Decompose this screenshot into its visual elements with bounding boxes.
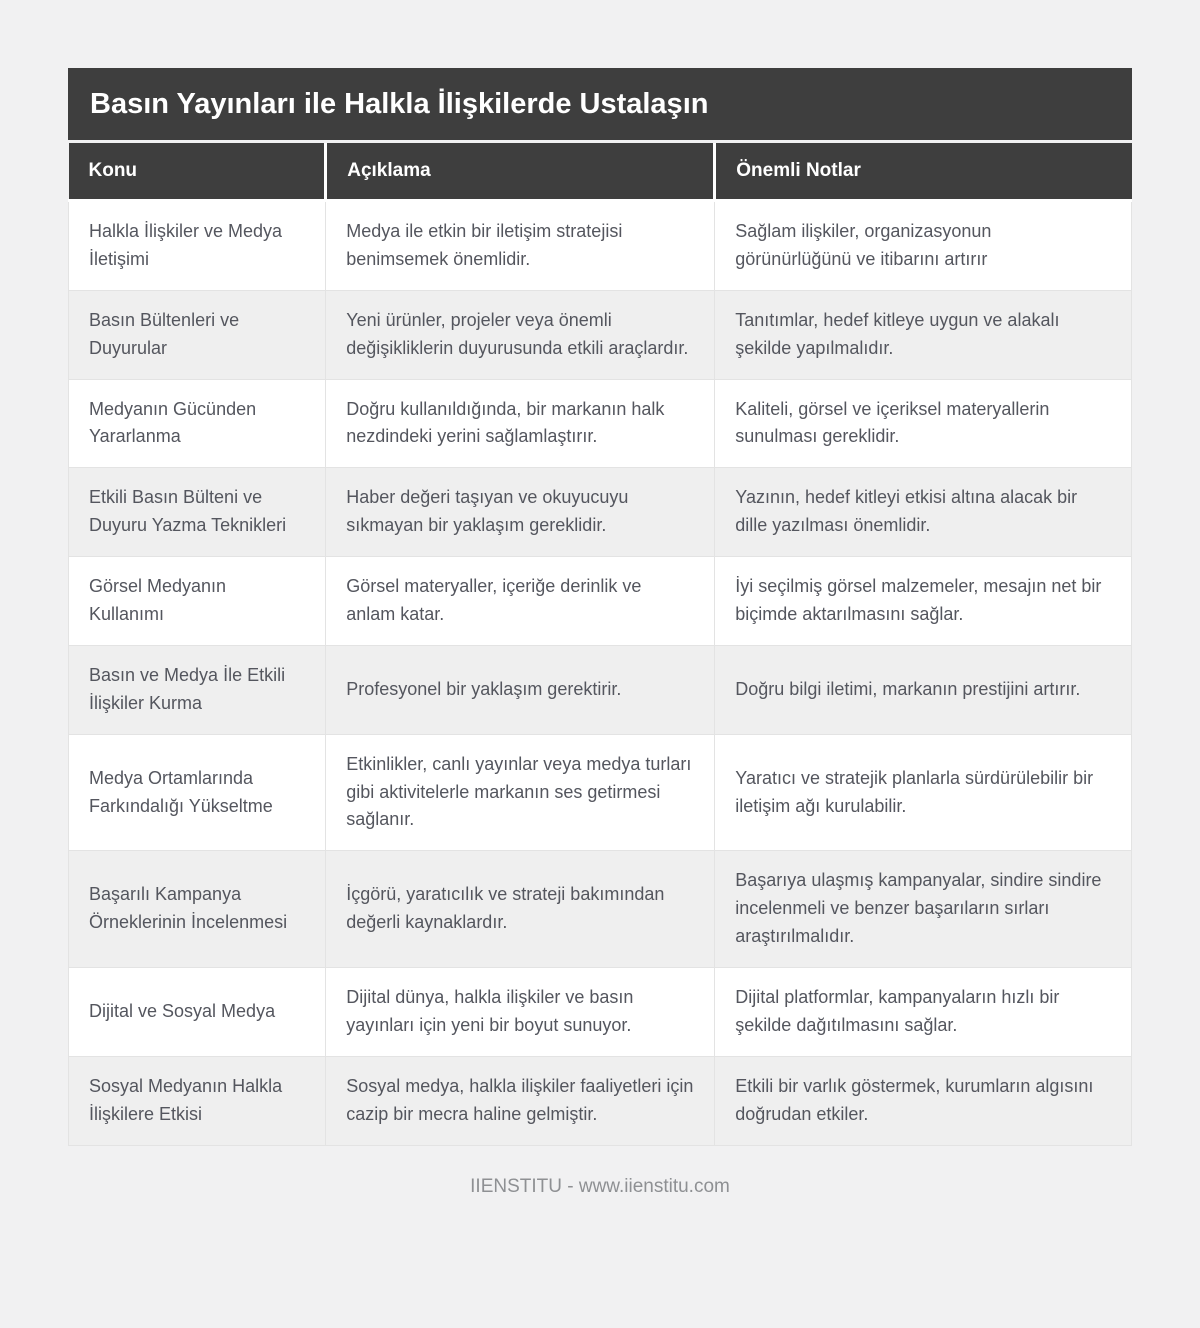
cell-konu: Dijital ve Sosyal Medya — [69, 968, 326, 1057]
table-row — [69, 290, 1132, 379]
cell-konu: Etkili Basın Bülteni ve Duyuru Yazma Teknikleri — [69, 468, 326, 557]
table-body — [69, 201, 1132, 1146]
table-row — [69, 968, 1132, 1057]
cell-konu: Halkla İlişkiler ve Medya İletişimi — [69, 201, 326, 291]
cell-aciklama: Yeni ürünler, projeler veya önemli değişikliklerin duyurusunda etkili araçlardır. — [326, 290, 715, 379]
cell-konu: Medyanın Gücünden Yararlanma — [69, 379, 326, 468]
table-row — [69, 734, 1132, 851]
table-row — [69, 468, 1132, 557]
column-header-aciklama: Açıklama — [326, 143, 715, 201]
cell-aciklama: Doğru kullanıldığında, bir markanın halk nezdindeki yerini sağlamlaştırır. — [326, 379, 715, 468]
cell-konu: Basın ve Medya İle Etkili İlişkiler Kurma — [69, 645, 326, 734]
cell-aciklama: Etkinlikler, canlı yayınlar veya medya turları gibi aktivitelerle markanın ses getirmesi sağlanır. — [326, 734, 715, 851]
footer-credit: IIENSTITU - www.iienstitu.com — [470, 1175, 730, 1197]
cell-aciklama: Görsel materyaller, içeriğe derinlik ve anlam katar. — [326, 557, 715, 646]
page-title: Basın Yayınları ile Halkla İlişkilerde Ustalaşın — [68, 68, 1132, 140]
cell-aciklama: Sosyal medya, halkla ilişkiler faaliyetleri için cazip bir mecra haline gelmiştir. — [326, 1056, 715, 1145]
cell-konu: Başarılı Kampanya Örneklerinin İncelenmesi — [69, 851, 326, 968]
cell-konu: Sosyal Medyanın Halkla İlişkilere Etkisi — [69, 1056, 326, 1145]
table-row — [69, 645, 1132, 734]
column-header-onemli-notlar: Önemli Notlar — [715, 143, 1132, 201]
table-row — [69, 201, 1132, 291]
table-row — [69, 379, 1132, 468]
cell-aciklama: İçgörü, yaratıcılık ve strateji bakımından değerli kaynaklardır. — [326, 851, 715, 968]
cell-aciklama: Dijital dünya, halkla ilişkiler ve basın yayınları için yeni bir boyut sunuyor. — [326, 968, 715, 1057]
column-header-konu: Konu — [69, 143, 326, 201]
header-row — [69, 143, 1132, 201]
cell-konu: Medya Ortamlarında Farkındalığı Yükseltme — [69, 734, 326, 851]
table-row — [69, 851, 1132, 968]
table-card — [68, 68, 1132, 1146]
cell-onemli-notlar: Yaratıcı ve stratejik planlarla sürdürülebilir bir iletişim ağı kurulabilir. — [715, 734, 1132, 851]
cell-konu: Görsel Medyanın Kullanımı — [69, 557, 326, 646]
cell-aciklama: Medya ile etkin bir iletişim stratejisi benimsemek önemlidir. — [326, 201, 715, 291]
table-row — [69, 557, 1132, 646]
cell-onemli-notlar: Başarıya ulaşmış kampanyalar, sindire sindire incelenmeli ve benzer başarıların sırları araştırılmalıdır. — [715, 851, 1132, 968]
cell-onemli-notlar: Doğru bilgi iletimi, markanın prestijini artırır. — [715, 645, 1132, 734]
cell-onemli-notlar: Sağlam ilişkiler, organizasyonun görünürlüğünü ve itibarını artırır — [715, 201, 1132, 291]
cell-onemli-notlar: Yazının, hedef kitleyi etkisi altına alacak bir dille yazılması önemlidir. — [715, 468, 1132, 557]
cell-onemli-notlar: İyi seçilmiş görsel malzemeler, mesajın net bir biçimde aktarılmasını sağlar. — [715, 557, 1132, 646]
cell-onemli-notlar: Dijital platformlar, kampanyaların hızlı bir şekilde dağıtılmasını sağlar. — [715, 968, 1132, 1057]
cell-onemli-notlar: Etkili bir varlık göstermek, kurumların algısını doğrudan etkiler. — [715, 1056, 1132, 1145]
cell-konu: Basın Bültenleri ve Duyurular — [69, 290, 326, 379]
cell-onemli-notlar: Kaliteli, görsel ve içeriksel materyallerin sunulması gereklidir. — [715, 379, 1132, 468]
table-row — [69, 1056, 1132, 1145]
cell-aciklama: Profesyonel bir yaklaşım gerektirir. — [326, 645, 715, 734]
cell-onemli-notlar: Tanıtımlar, hedef kitleye uygun ve alakalı şekilde yapılmalıdır. — [715, 290, 1132, 379]
content-table — [68, 143, 1132, 1146]
cell-aciklama: Haber değeri taşıyan ve okuyucuyu sıkmayan bir yaklaşım gereklidir. — [326, 468, 715, 557]
